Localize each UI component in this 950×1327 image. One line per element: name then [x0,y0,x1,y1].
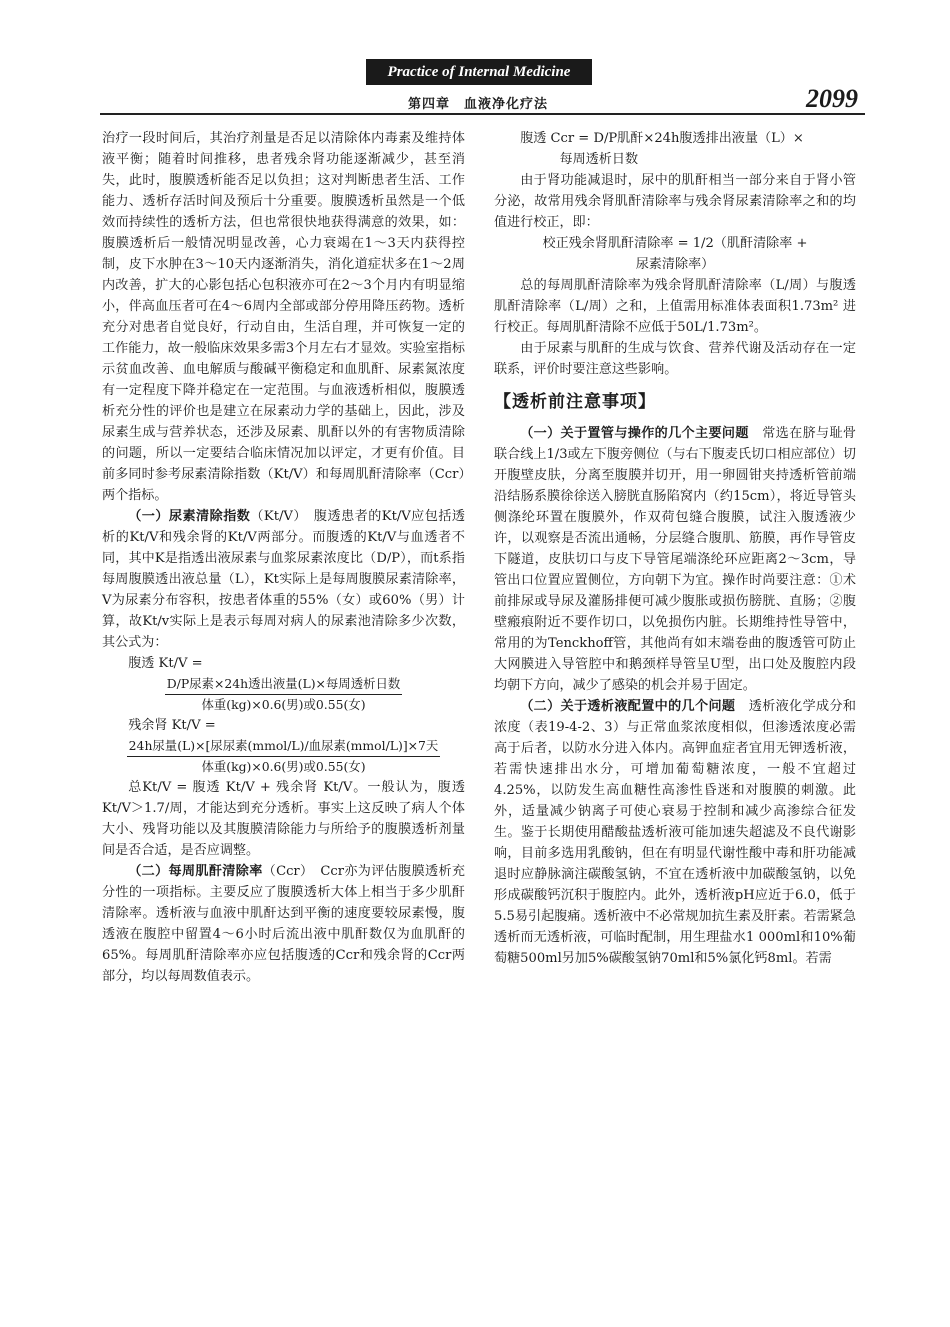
paragraph-text: 透析液化学成分和浓度（表19-4-2、3）与正常血浆浓度相似，但渗透浓度必需高于后者，以防水分进入体内。高钾血症者宜用无钾透析液，若需快速排出水分，可增加葡萄糖浓度，一般不宜超过4.25%，以防发生高血糖性高渗性昏迷和对腹膜的刺激。此外，适量减少钠离子可使心衰易于控制和减少高渗综合征发生。鉴于长期使用醋酸盐透析液可能加速失超滤及不良代谢影响，目前多选用乳酸钠，但在有明显代谢性酸中毒和肝功能减退时应静脉滴注碳酸氢钠，不宜在透析液中加碳酸氢钠，以免形成碳酸钙沉积于腹腔内。此外，透析液pH应近于6.0，低于5.5易引起腹痛。透析液中不必常规加抗生素及肝素。若需紧急透析而无透析液，可临时配制，用生理盐水1 000ml和10%葡萄糖500ml另加5%碳酸氢钠70ml和5%氯化钙8ml。若需 [494,699,857,966]
journal-banner: Practice of Internal Medicine [366,59,592,85]
formula-label: 腹透 Kt/V = [128,656,203,671]
formula-line: 腹透 Ccr = D/P肌酐×24h腹透排出液量（L）× [520,131,804,146]
paragraph-kt-v [102,506,465,653]
formula-numerator: 24h尿量(L)×[尿尿素(mmol/L)/血尿素(mmol/L)]×7天 [127,736,441,757]
paragraph-dialysate [494,696,856,969]
formula-line: 尿素清除率） [635,257,715,272]
paragraph-text: 常选在脐与耻骨联合线上1/3或左下腹旁侧位（与右下腹麦氏切口相应部位）切开腹壁皮肤，分离至腹膜并切开，用一卵圆钳夹持透析管前端沿结肠系膜徐徐送入膀胱直肠陷窝内（约15cm），将近导管头侧涤纶环置在腹膜外，作双荷包缝合腹膜，试注入腹透液少许，以观察是否流出通畅，分层缝合腹肌、筋膜，再作导管皮下隧道，皮肤切口与皮下导管尾端涤纶环应距离2～3cm，导管出口位置应置侧位，方向朝下为宜。操作时尚要注意：①术前排尿或导尿及灌肠排便可减少腹胀或损伤膀胱、直肠；②腹壁瘢痕附近不要作切口，以免损伤内脏。长期维持性导管中，常用的为Tenckhoff管，其他尚有如末端卷曲的腹透管可防止大网膜进入导管腔中和鹅颈样导管呈U型，出口处及腹腔内段均朝下方向，减少了感染的机会并易于固定。 [494,426,857,693]
formula-line: 每周透析日数 [559,152,639,167]
chapter-title: 第四章 血液净化疗法 [408,97,549,112]
formula-fraction [102,736,465,777]
paragraph: 总Kt/V = 腹透 Kt/V + 残余肾 Kt/V。一般认为，腹透Kt/V＞1.7/周，才能达到充分透析。事实上这反映了病人个体大小、残肾功能以及其腹膜清除能力与所给予的腹膜透析剂量间是否合适，是否应调整。 [102,780,465,858]
paragraph-text: （Ccr） Ccr亦为评估腹膜透析充分性的一项指标。主要反应了腹膜透析大体上相当于多少肌酐清除率。透析液与血液中肌酐达到平衡的速度要较尿素慢，腹透液在腹腔中留置4～6小时后流出液中肌酐数仅为血肌酐的65%。每周肌酐清除率亦应包括腹透的Ccr和残余肾的Ccr两部分，均以每周数值表示。 [102,864,466,984]
formula-numerator: D/P尿素×24h透出液量(L)×每周透析日数 [165,674,403,695]
paragraph-catheter [494,423,856,696]
left-column [102,128,465,987]
formula-fraction [102,674,465,715]
formula-denominator: 体重(kg)×0.6(男)或0.55(女) [201,759,366,774]
paragraph-ccr [102,861,465,987]
paragraph: 由于肾功能减退时，尿中的肌酐相当一部分来自于肾小管分泌，故常用残余肾肌酐清除率与残余肾尿素清除率之和的均值进行校正，即： [494,173,856,230]
page-number: 2099 [806,84,858,113]
right-column [494,128,856,969]
subsection-heading: （二）关于透析液配置中的几个问题 [520,699,736,714]
paragraph-text: （Kt/V） 腹透患者的Kt/V应包括透析的Kt/V和残余肾的Kt/V两部分。而腹透的Kt/V与血透者不同，其中K是指透出液尿素与血浆尿素浓度比（D/P），而t系指每周腹膜透出液总量（L），Kt实际上是每周腹膜尿素清除率，V为尿素分布容积，按患者体重的55%（女）或60%（男）计算，故Kt/v实际上是表示每周对病人的尿素池清除多少次数，其公式为： [102,509,465,650]
paragraph: 由于尿素与肌酐的生成与饮食、营养代谢及活动存在一定联系，评价时要注意这些影响。 [494,341,856,377]
paragraph: 总的每周肌酐清除率为残余肾肌酐清除率（L/周）与腹透肌酐清除率（L/周）之和，上值需用标准体表面积1.73m² 进行校正。每周肌酐清除不应低于50L/1.73m²。 [494,278,856,335]
formula-denominator: 体重(kg)×0.6(男)或0.55(女) [201,697,366,712]
paragraph: 治疗一段时间后，其治疗剂量是否足以清除体内毒素及维持体液平衡；随着时间推移，患者残余肾功能逐渐减少，甚至消失，此时，腹膜透析能否足以负担；这对判断患者生活、工作能力、透析存活时间及预后十分重要。腹膜透析虽然是一个低效而持续性的透析方法，但也常很快地获得满意的效果，如：腹膜透析后一般情况明显改善，心力衰竭在1～3天内获得控制，皮下水肿在3～10天内逐渐消失，消化道症状多在1～2周内改善，扩大的心影包括心包积液亦可在2～3个月内有明显缩小，伴高血压者可在4～6周内全部或部分停用降压药物。透析充分对患者自觉良好，行动自由，生活自理，并可恢复一定的工作能力，故一般临床效果多需3个月左右才显效。实验室指标示贫血改善、血电解质与酸碱平衡稳定和血肌酐、尿素氮浓度有一定程度下降并稳定在一定范围。与血液透析相似，腹膜透析充分性的评价也是建立在尿素动力学的基础上，因此，涉及尿素生成与营养状态，还涉及尿素、肌酐以外的有害物质清除的问题，所以一定要结合临床情况加以评定，才更有价值。目前多同时参考尿素清除指数（Kt/V）和每周肌酐清除率（Ccr）两个指标。 [102,131,465,503]
formula-line: 校正残余肾肌酐清除率 = 1/2（肌酐清除率 + [542,236,808,251]
subsection-heading: （一）关于置管与操作的几个主要问题 [520,426,749,441]
subsection-heading: （一）尿素清除指数 [128,509,251,524]
subsection-heading: （二）每周肌酐清除率 [128,864,263,879]
section-title: 【透析前注意事项】 [494,392,656,412]
formula-label: 残余肾 Kt/V = [128,718,216,733]
